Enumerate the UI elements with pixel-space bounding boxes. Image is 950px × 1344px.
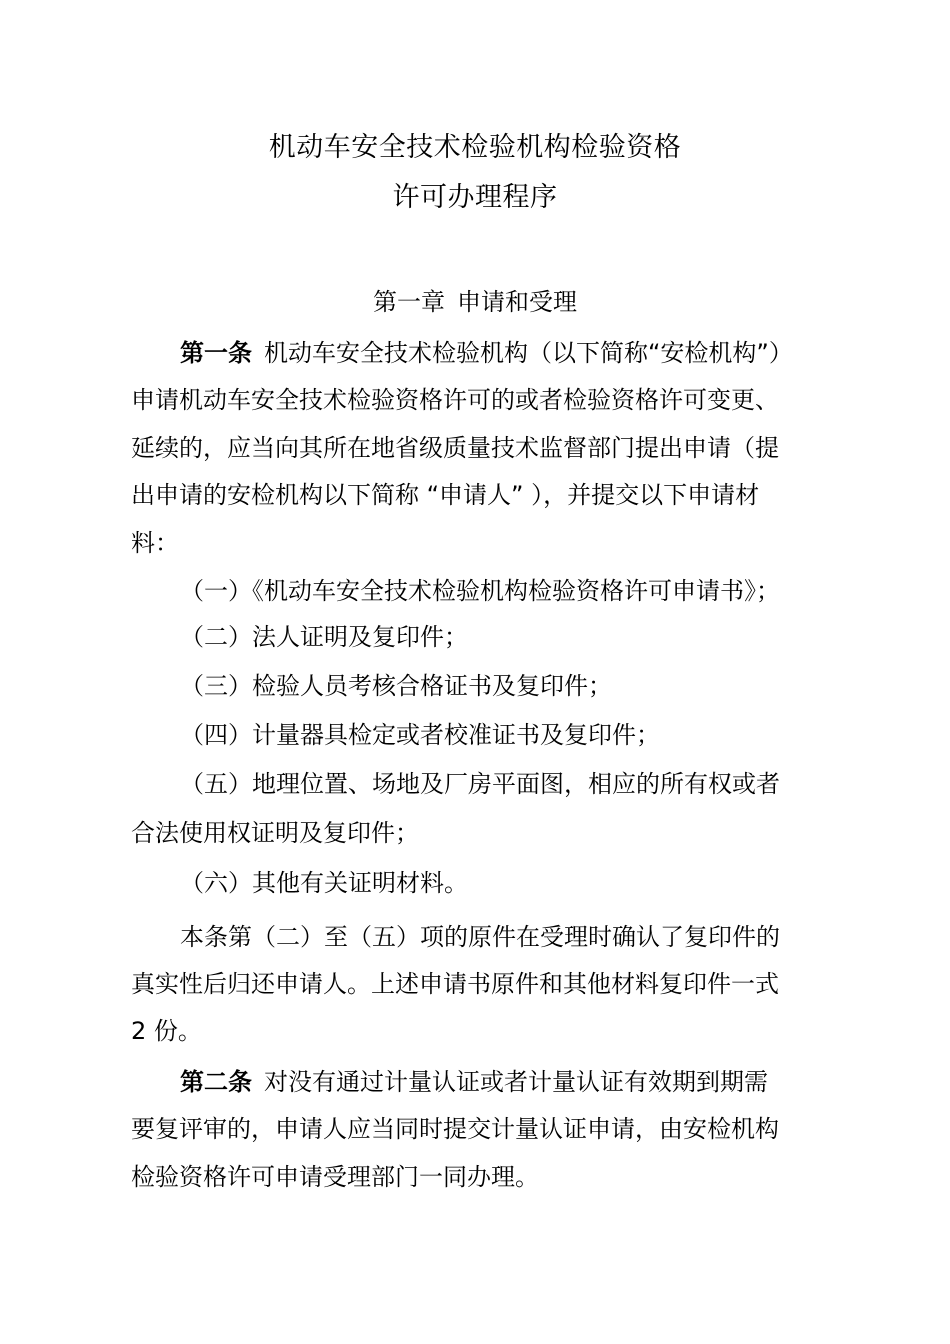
- chapter-number: 第一章: [373, 288, 445, 316]
- article-1-text-line: 延续的，应当向其所在地省级质量技术监督部门提出申请（提: [131, 434, 779, 462]
- article-1-text-line: 出申请的安检机构以下简称 “申请人” ），并提交以下申请材: [131, 481, 760, 509]
- article-2-text-line: 要复评审的，申请人应当同时提交计量认证申请，由安检机构: [131, 1115, 779, 1143]
- article-1-item-continuation: 合法使用权证明及复印件；: [131, 819, 419, 847]
- article-1-item: （六）其他有关证明材料。: [180, 869, 468, 897]
- chapter-name: 申请和受理: [457, 288, 577, 316]
- document-title-line-1: 机动车安全技术检验机构检验资格: [268, 132, 682, 163]
- article-1-first-line: [180, 337, 793, 369]
- article-2-text-line: 检验资格许可申请受理部门一同办理。: [131, 1163, 539, 1191]
- article-1-note-line: 真实性后归还申请人。上述申请书原件和其他材料复印件一式: [131, 970, 779, 998]
- article-2-text-line: 对没有通过计量认证或者计量认证有效期到期需: [264, 1068, 768, 1096]
- article-1-text-line: 料：: [131, 529, 179, 557]
- chapter-heading: [0, 286, 950, 318]
- article-1-text-line: 机动车安全技术检验机构（以下简称“安检机构”）: [264, 339, 793, 367]
- document-title-line-2: 许可办理程序: [392, 182, 558, 213]
- article-1-label: 第一条: [180, 339, 252, 367]
- article-1-item: （三）检验人员考核合格证书及复印件；: [180, 672, 612, 700]
- article-1-item: （四）计量器具检定或者校准证书及复印件；: [180, 721, 660, 749]
- article-1-text-line: 申请机动车安全技术检验资格许可的或者检验资格许可变更、: [131, 386, 779, 414]
- article-1-note-line: 2 份。: [131, 1017, 202, 1045]
- article-1-item: （五）地理位置、场地及厂房平面图，相应的所有权或者: [180, 770, 780, 798]
- article-1-item: （一）《机动车安全技术检验机构检验资格许可申请书》；: [180, 577, 780, 605]
- article-2-first-line: [180, 1066, 768, 1098]
- article-1-note-line: 本条第（二）至（五）项的原件在受理时确认了复印件的: [180, 923, 780, 951]
- article-2-label: 第二条: [180, 1068, 252, 1096]
- article-1-item: （二）法人证明及复印件；: [180, 623, 468, 651]
